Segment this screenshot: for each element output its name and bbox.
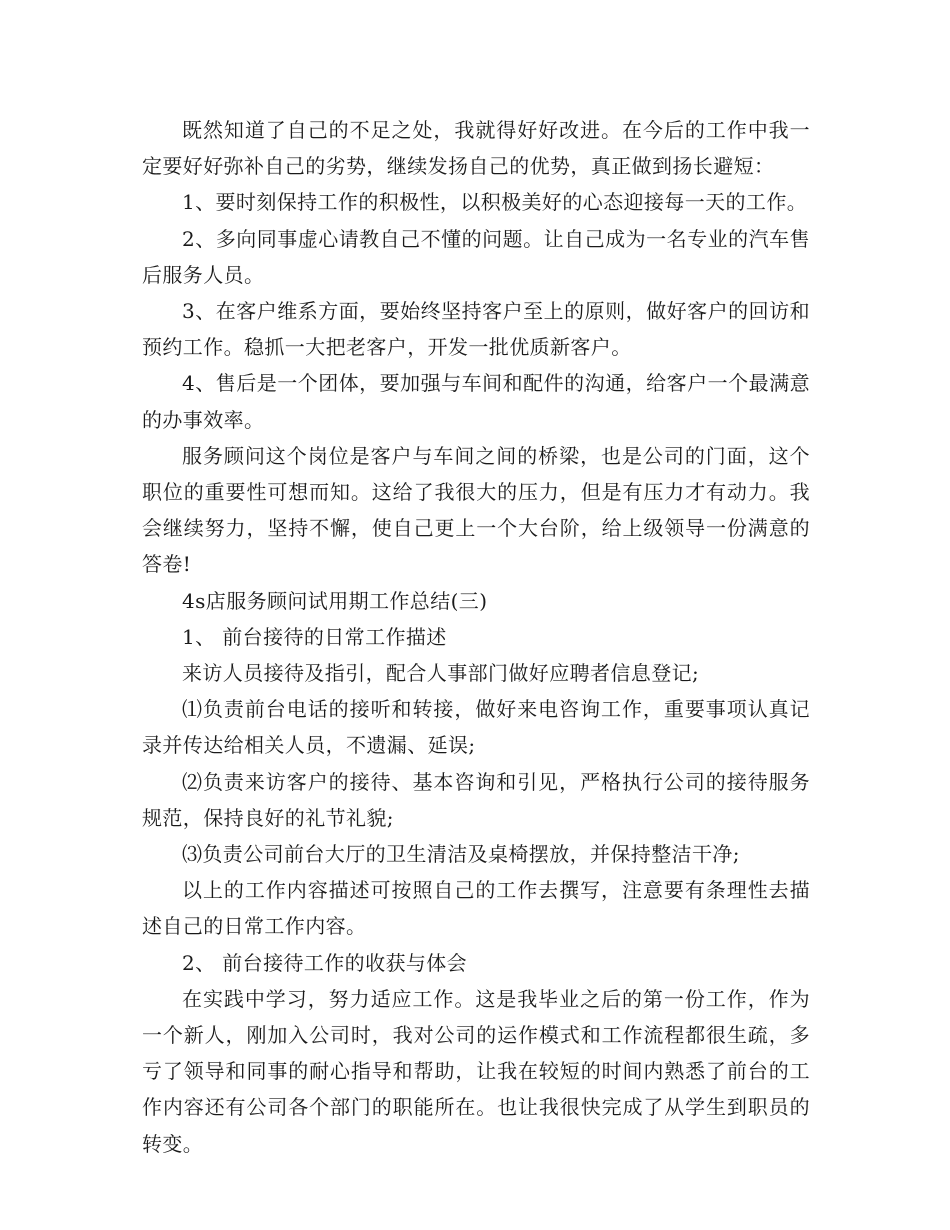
section-heading: 4s店服务顾问试用期工作总结(三)	[182, 588, 488, 613]
paragraph-learning: 在实践中学习，努力适应工作。这是我毕业之后的第一份工作，作为一个新人，刚加入公司时，我对公司的运作模式和工作流程都很生疏，多亏了领导和同事的耐心指导和帮助，让我在较短的时间内熟悉了前台的工作内容还有公司各个部门的职能所在。也让我很快完成了从学生到职员的转变。	[142, 986, 810, 1156]
subheading-daily-work: 1、 前台接待的日常工作描述	[182, 624, 447, 649]
paragraph-duty-2: ⑵负责来访客户的接待、基本咨询和引见，严格执行公司的接待服务规范，保持良好的礼节礼貌;	[142, 769, 810, 830]
subheading-gains: 2、 前台接待工作的收获与体会	[182, 950, 468, 975]
paragraph-role-summary: 服务顾问这个岗位是客户与车间之间的桥梁，也是公司的门面，这个职位的重要性可想而知。这给了我很大的压力，但是有压力才有动力。我会继续努力，坚持不懈，使自己更上一个大台阶，给上级领导一份满意的答卷!	[142, 443, 810, 577]
paragraph-improvement-intro: 既然知道了自己的不足之处，我就得好好改进。在今后的工作中我一定要好好弥补自己的劣势，继续发扬自己的优势，真正做到扬长避短：	[142, 118, 810, 179]
paragraph-duty-3: ⑶负责公司前台大厅的卫生清洁及桌椅摆放，并保持整洁干净;	[182, 842, 740, 867]
paragraph-duty-1: ⑴负责前台电话的接听和转接，做好来电咨询工作，重要事项认真记录并传达给相关人员，不遗漏、延误;	[142, 697, 810, 758]
paragraph-writing-note: 以上的工作内容描述可按照自己的工作去撰写，注意要有条理性去描述自己的日常工作内容。	[142, 878, 810, 939]
paragraph-reception-guide: 来访人员接待及指引，配合人事部门做好应聘者信息登记;	[182, 661, 700, 686]
paragraph-point-2: 2、多向同事虚心请教自己不懂的问题。让自己成为一名专业的汽车售后服务人员。	[142, 226, 810, 287]
document-body	[142, 112, 810, 1162]
paragraph-point-4: 4、售后是一个团体，要加强与车间和配件的沟通，给客户一个最满意的办事效率。	[142, 371, 810, 432]
paragraph-point-1: 1、要时刻保持工作的积极性，以积极美好的心态迎接每一天的工作。	[182, 190, 808, 215]
paragraph-point-3: 3、在客户维系方面，要始终坚持客户至上的原则，做好客户的回访和预约工作。稳抓一大把老客户，开发一批优质新客户。	[142, 299, 810, 360]
